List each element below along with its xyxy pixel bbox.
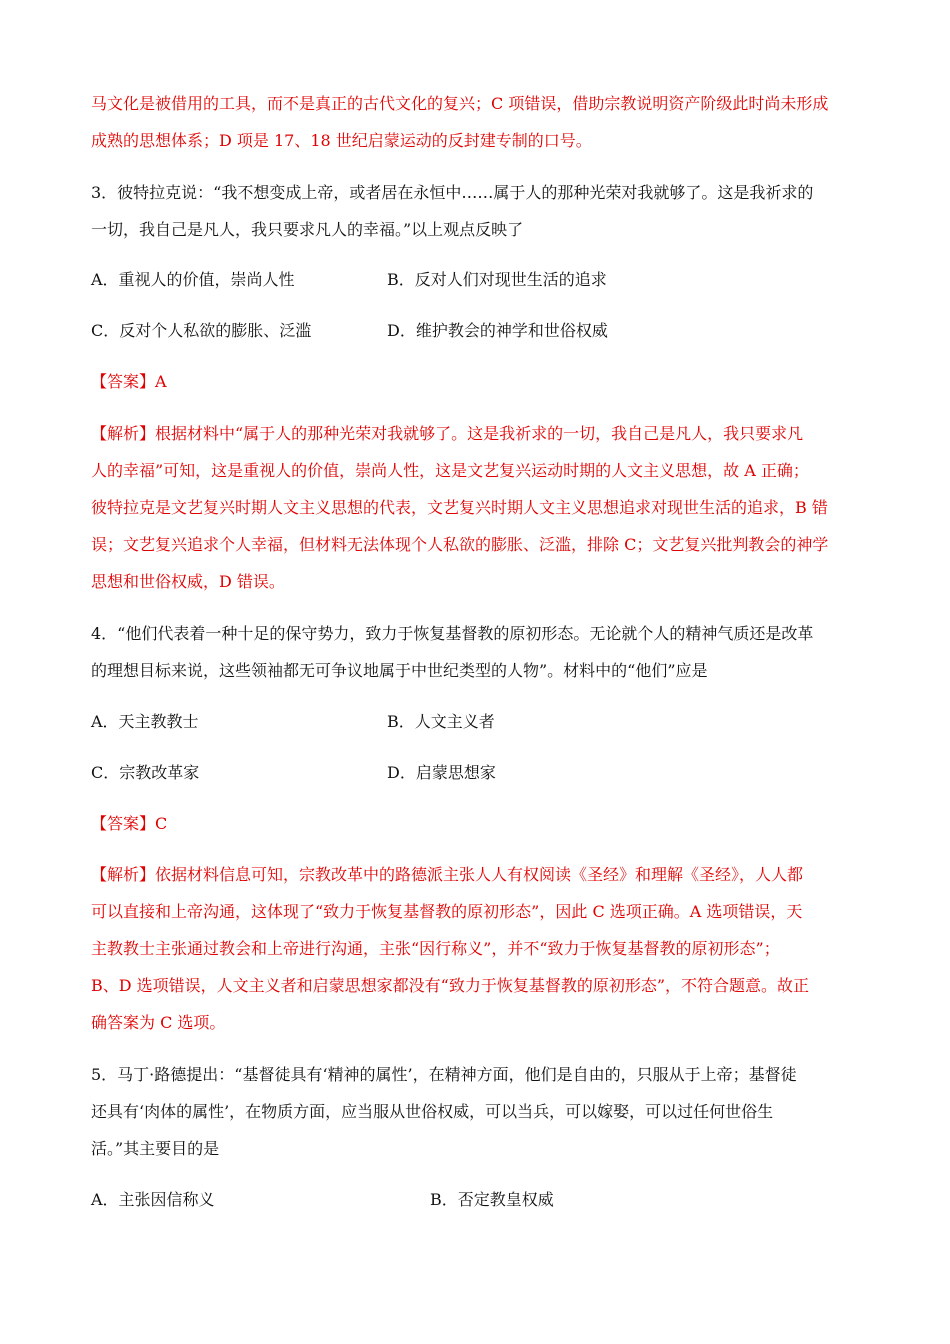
- q5-stem-line-3: 活。”其主要目的是: [91, 1139, 220, 1158]
- q3-option-c: C．反对个人私欲的膨胀、泛滥: [91, 321, 312, 340]
- q3-analysis-line-1: 【解析】根据材料中“属于人的那种光荣对我就够了。这是我祈求的一切，我自己是凡人，我只要求凡: [91, 424, 804, 443]
- q4-option-d: D．启蒙思想家: [387, 763, 496, 782]
- q3-stem-line-2: 一切，我自己是凡人，我只要求凡人的幸福。”以上观点反映了: [91, 220, 524, 239]
- q4-stem-line-1: 4．“他们代表着一种十足的保守势力，致力于恢复基督教的原初形态。无论就个人的精神气质还是改革: [91, 624, 814, 643]
- q5-stem-line-2: 还具有‘肉体的属性’，在物质方面，应当服从世俗权威，可以当兵，可以嫁娶，可以过任何世俗生: [91, 1102, 774, 1121]
- q3-analysis-line-2: 人的幸福”可知，这是重视人的价值，崇尚人性，这是文艺复兴运动时期的人文主义思想，故 A 正确；: [91, 461, 809, 480]
- q3-analysis-line-4: 误；文艺复兴追求个人幸福，但材料无法体现个人私欲的膨胀、泛滥，排除 C；文艺复兴批判教会的神学: [91, 535, 829, 554]
- q3-answer: 【答案】A: [91, 372, 167, 391]
- prev-analysis-line-1: 马文化是被借用的工具，而不是真正的古代文化的复兴；C 项错误，借助宗教说明资产阶级此时尚未形成: [91, 94, 829, 113]
- q4-analysis-line-3: 主教教士主张通过教会和上帝进行沟通，主张“因行称义”，并不“致力于恢复基督教的原初形态”；: [91, 939, 780, 958]
- q4-analysis-line-5: 确答案为 C 选项。: [91, 1013, 226, 1032]
- q4-option-b: B．人文主义者: [387, 712, 495, 731]
- q5-option-a: A．主张因信称义: [91, 1190, 215, 1209]
- prev-analysis-line-2: 成熟的思想体系；D 项是 17、18 世纪启蒙运动的反封建专制的口号。: [91, 131, 592, 150]
- q5-option-b: B．否定教皇权威: [430, 1190, 554, 1209]
- q4-answer: 【答案】C: [91, 814, 168, 833]
- q5-stem-line-1: 5．马丁·路德提出：“基督徒具有‘精神的属性’，在精神方面，他们是自由的，只服从于上帝；基督徒: [91, 1065, 797, 1084]
- q3-stem-line-1: 3．彼特拉克说：“我不想变成上帝，或者居在永恒中……属于人的那种光荣对我就够了。这是我祈求的: [91, 183, 814, 202]
- q3-option-b: B．反对人们对现世生活的追求: [387, 270, 607, 289]
- q4-option-a: A．天主教教士: [91, 712, 199, 731]
- q3-analysis-line-3: 彼特拉克是文艺复兴时期人文主义思想的代表，文艺复兴时期人文主义思想追求对现世生活的追求，B 错: [91, 498, 828, 517]
- q4-stem-line-2: 的理想目标来说，这些领袖都无可争议地属于中世纪类型的人物”。材料中的“他们”应是: [91, 661, 708, 680]
- q3-analysis-line-5: 思想和世俗权威，D 错误。: [91, 572, 285, 591]
- q3-option-d: D．维护教会的神学和世俗权威: [387, 321, 608, 340]
- q4-analysis-line-4: B、D 选项错误，人文主义者和启蒙思想家都没有“致力于恢复基督教的原初形态”，不符合题意。故正: [91, 976, 810, 995]
- q3-option-a: A．重视人的价值，崇尚人性: [91, 270, 295, 289]
- q4-analysis-line-1: 【解析】依据材料信息可知，宗教改革中的路德派主张人人有权阅读《圣经》和理解《圣经》，人人都: [91, 865, 804, 884]
- q4-option-c: C．宗教改革家: [91, 763, 200, 782]
- q4-analysis-line-2: 可以直接和上帝沟通，这体现了“致力于恢复基督教的原初形态”，因此 C 选项正确。A 选项错误，天: [91, 902, 803, 921]
